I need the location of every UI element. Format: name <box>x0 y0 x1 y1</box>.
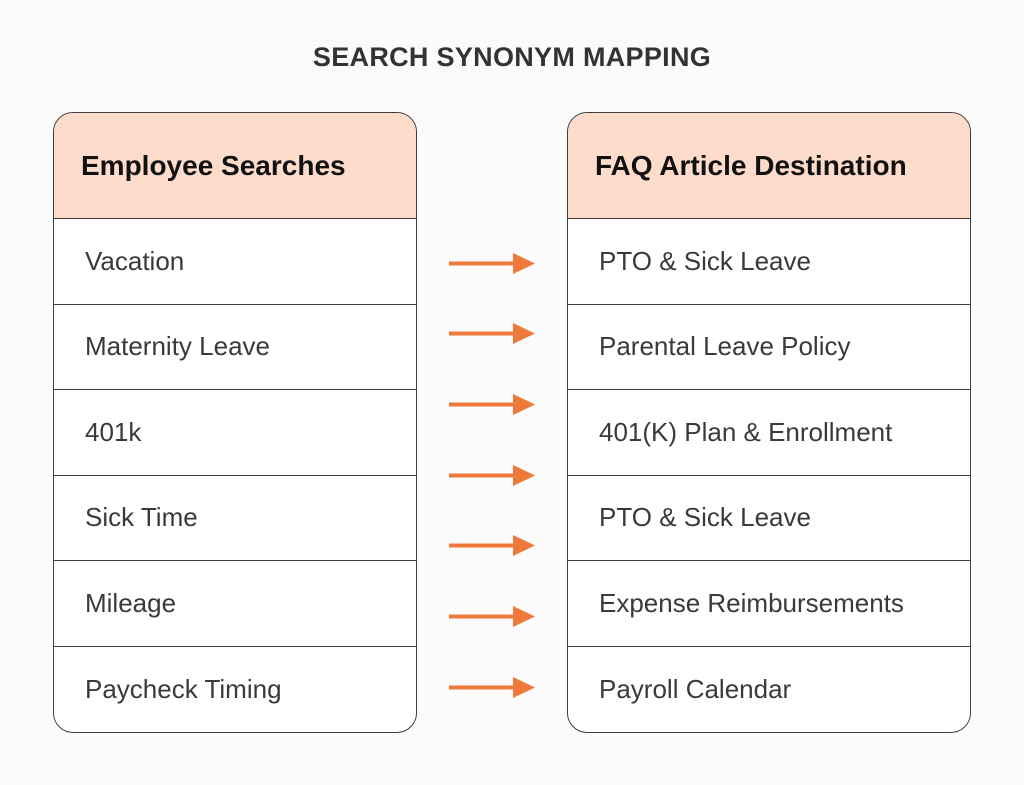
search-term-row: Sick Time <box>54 476 416 562</box>
faq-article-row: Parental Leave Policy <box>568 305 970 391</box>
diagram-title: SEARCH SYNONYM MAPPING <box>312 42 712 72</box>
mapping-arrows <box>445 0 545 785</box>
employee-searches-header: Employee Searches <box>54 113 416 219</box>
faq-destination-table <box>567 112 971 733</box>
faq-article-row: Expense Reimbursements <box>568 561 970 647</box>
arrow-right-icon <box>445 392 540 416</box>
arrow-right-icon <box>445 604 540 628</box>
arrow-right-icon <box>445 675 540 699</box>
search-term-row: Mileage <box>54 561 416 647</box>
search-term-row: 401k <box>54 390 416 476</box>
faq-article-row: 401(K) Plan & Enrollment <box>568 390 970 476</box>
employee-searches-table <box>53 112 417 733</box>
search-term-row: Vacation <box>54 219 416 305</box>
faq-article-row: PTO & Sick Leave <box>568 476 970 562</box>
search-term-row: Maternity Leave <box>54 305 416 391</box>
arrow-right-icon <box>445 321 540 345</box>
faq-article-row: PTO & Sick Leave <box>568 219 970 305</box>
arrow-right-icon <box>445 533 540 557</box>
faq-destination-header: FAQ Article Destination <box>568 113 970 219</box>
arrow-right-icon <box>445 463 540 487</box>
faq-article-row: Payroll Calendar <box>599 673 792 704</box>
arrow-right-icon <box>445 251 540 275</box>
search-term-row: Paycheck Timing <box>85 673 282 704</box>
